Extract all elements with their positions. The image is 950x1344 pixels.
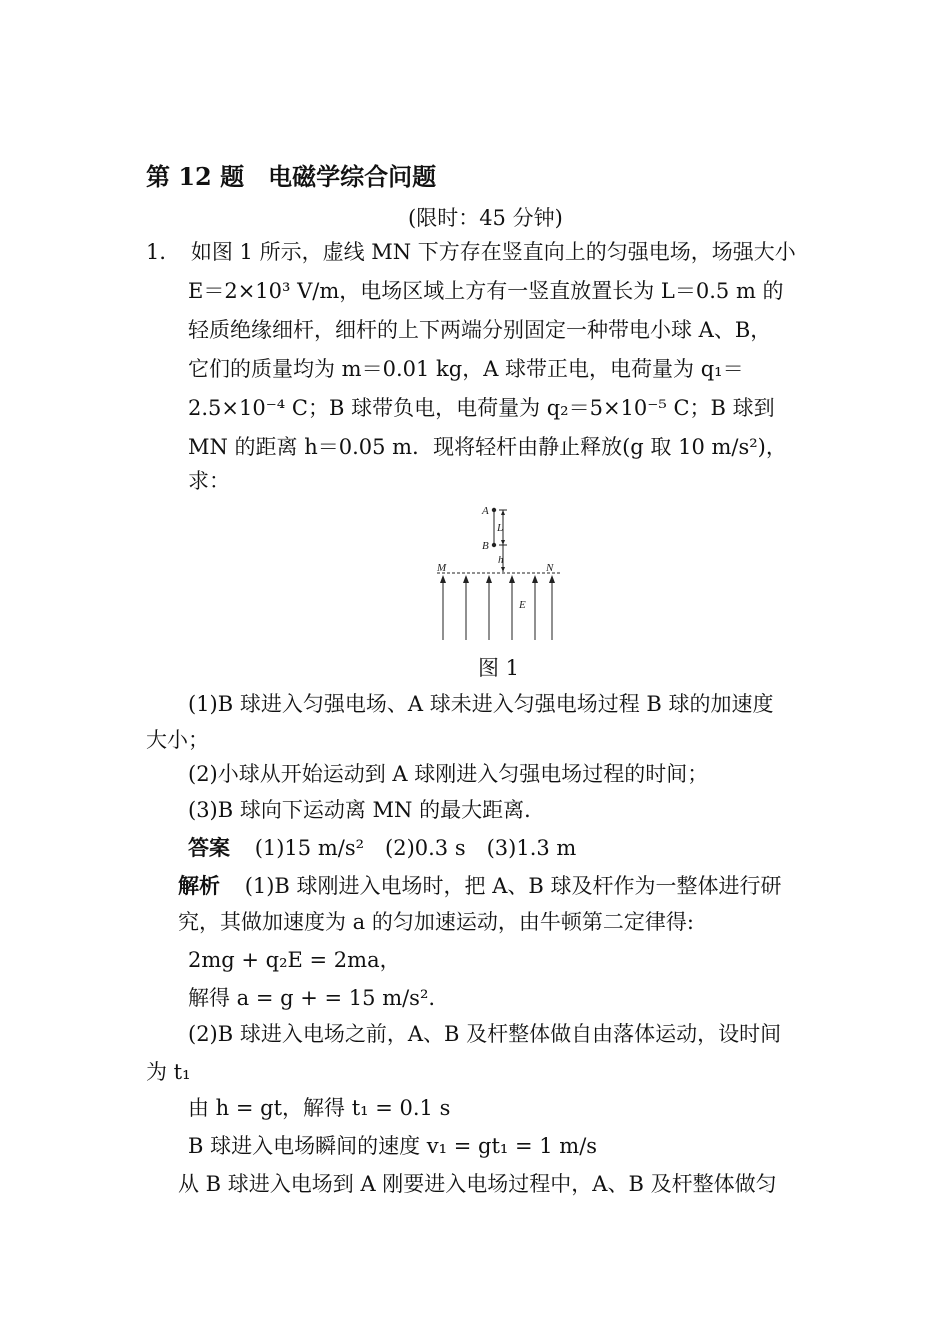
ball-A — [492, 508, 496, 512]
equation-line: B 球进入电场瞬间的速度 v₁ = gt₁ = 1 m/s — [188, 1134, 598, 1158]
solution-line: 究，其做加速度为 a 的匀加速运动，由牛顿第二定律得: — [178, 910, 694, 934]
sub-question-1: (1)B 球进入匀强电场、A 球未进入匀强电场过程 B 球的加速度 — [188, 692, 774, 716]
question-line: MN 的距离 h＝0.05 m．现将轻杆由静止释放(g 取 10 m/s²)， — [188, 435, 787, 459]
question-line: 它们的质量均为 m＝0.01 kg，A 球带正电，电荷量为 q₁＝ — [188, 357, 744, 381]
question-line: 1． 如图 1 所示，虚线 MN 下方存在竖直向上的匀强电场，场强大小 — [146, 240, 796, 264]
solution-line: 为 t₁ — [146, 1060, 191, 1084]
label-h: h — [498, 554, 504, 566]
label-L: L — [497, 522, 504, 534]
label-A: A — [482, 505, 489, 517]
solution-line: (2)B 球进入电场之前，A、B 及杆整体做自由落体运动，设时间 — [188, 1022, 782, 1046]
analysis-label: 解析 — [178, 874, 220, 898]
field-lines — [443, 577, 552, 640]
equation-line: 解得 a = g + = 15 m/s². — [188, 986, 436, 1010]
question-line: E＝2×10³ V/m，电场区域上方有一竖直放置长为 L＝0.5 m 的 — [188, 279, 784, 303]
label-M: M — [437, 562, 447, 574]
figure-1-diagram — [425, 500, 575, 648]
question-line: 求： — [188, 469, 230, 493]
label-N: N — [546, 562, 554, 574]
solution-line: 从 B 球进入电场到 A 刚要进入电场过程中，A、B 及杆整体做匀 — [178, 1172, 777, 1196]
label-B: B — [482, 540, 489, 552]
page-title: 第 12 题 电磁学综合问题 — [146, 162, 437, 191]
analysis-text: (1)B 球刚进入电场时，把 A、B 球及杆作为一整体进行研 — [244, 874, 782, 898]
answer-label: 答案 — [188, 836, 230, 860]
sub-question-2: (2)小球从开始运动到 A 球刚进入匀强电场过程的时间； — [188, 762, 709, 786]
sub-question-1-cont: 大小； — [146, 728, 209, 752]
question-line: 轻质绝缘细杆，细杆的上下两端分别固定一种带电小球 A、B， — [188, 318, 772, 342]
answer-line — [188, 833, 576, 863]
time-limit: (限时：45 分钟) — [408, 206, 563, 230]
label-E: E — [519, 599, 526, 611]
field-arrowheads — [440, 510, 555, 583]
ball-B — [492, 543, 496, 547]
sub-question-3: (3)B 球向下运动离 MN 的最大距离． — [188, 798, 546, 822]
analysis-line — [178, 871, 782, 901]
figure-caption: 图 1 — [478, 656, 520, 680]
question-line: 2.5×10⁻⁴ C；B 球带负电，电荷量为 q₂＝5×10⁻⁵ C；B 球到 — [188, 396, 775, 420]
equation-line: 由 h = gt，解得 t₁ = 0.1 s — [188, 1096, 451, 1120]
equation-line: 2mg + q₂E = 2ma， — [188, 948, 401, 972]
answer-text: (1)15 m/s² (2)0.3 s (3)1.3 m — [254, 836, 577, 860]
